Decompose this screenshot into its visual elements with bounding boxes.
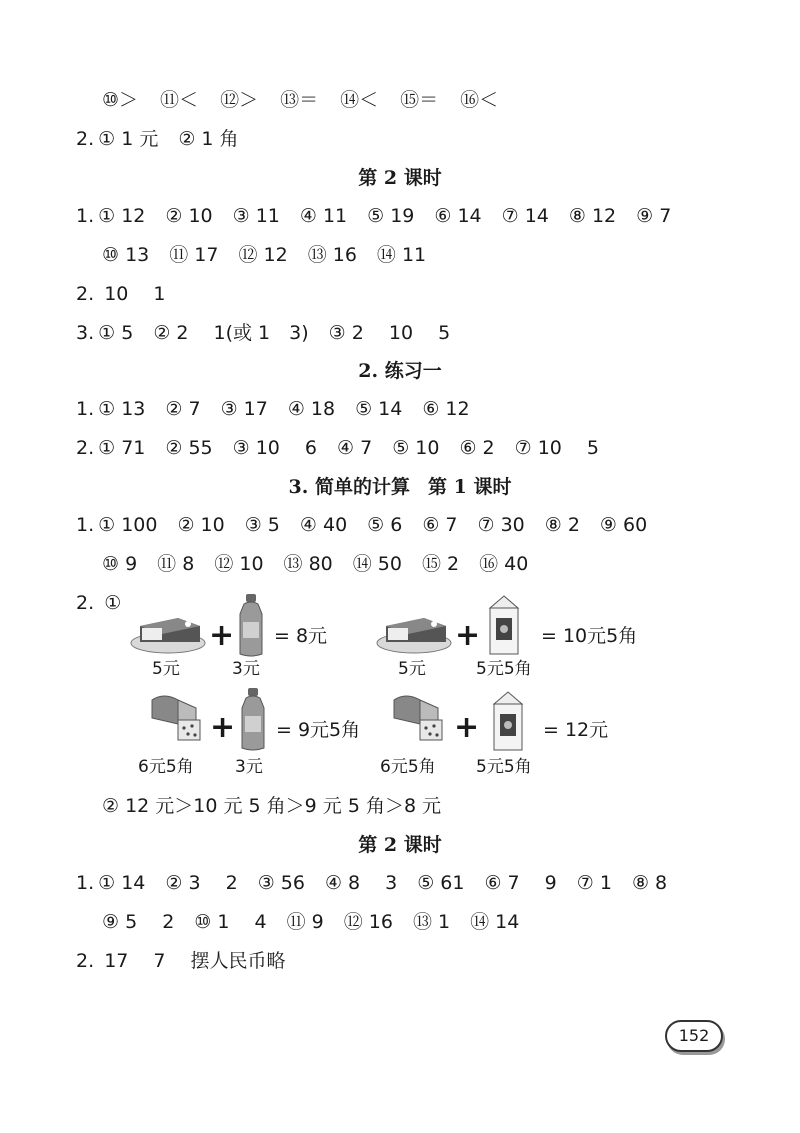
price-label: 3元 xyxy=(232,659,260,679)
cake-icon xyxy=(130,612,206,654)
answer-item: ① 5 xyxy=(98,322,134,344)
answer-item: ⑦ 10 5 xyxy=(514,437,600,459)
question-number: 3. xyxy=(76,322,95,344)
answer-text: 10 1 xyxy=(104,283,166,305)
answer-item: ② 3 2 xyxy=(165,872,238,894)
answer-item: ⑮ 2 xyxy=(421,553,460,575)
plus-sign: + xyxy=(210,710,236,745)
question-number: 2. xyxy=(76,950,95,972)
answer-item: ① 71 xyxy=(98,437,146,459)
answer-item: ⑥ 2 xyxy=(459,437,495,459)
answer-line-calc-1-part2 xyxy=(102,548,548,580)
question-number: 2. xyxy=(76,437,95,459)
answer-item: ⑨ 60 xyxy=(599,514,648,536)
answer-text: 17 7 摆人民币略 xyxy=(104,950,286,972)
answer-item: ⑪ 9 xyxy=(286,911,324,933)
plus-sign: + xyxy=(209,618,235,653)
answer-item: ⑦ 14 xyxy=(501,205,549,227)
answer-item: ⑤ 6 xyxy=(367,514,403,536)
answer-item: ③ 17 xyxy=(220,398,268,420)
heading-part: 3. 简单的计算 xyxy=(288,476,410,498)
answer-item: ⑫ 16 xyxy=(343,911,393,933)
answer-item: ⑮＝ xyxy=(400,89,439,111)
answer-item: ③ 56 xyxy=(257,872,305,894)
price-label: 6元5角 xyxy=(380,757,436,777)
answer-line-calc-1-part1 xyxy=(76,509,667,541)
section-heading-lesson-2: 第 2 课时 xyxy=(358,167,442,189)
answer-item: ⑪ 8 xyxy=(157,553,195,575)
sum-result: = 12元 xyxy=(543,719,609,741)
question-number: 1. xyxy=(76,872,95,894)
answer-item: ⑩ 1 4 xyxy=(194,911,267,933)
answer-item: ⑭ 11 xyxy=(376,244,427,266)
answer-item: ⑭ 14 xyxy=(470,911,520,933)
answer-item: ⑬ 80 xyxy=(283,553,333,575)
answer-line-1-part1 xyxy=(76,200,691,232)
answer-line-practice-1 xyxy=(76,393,490,425)
answer-item: ⑤ 10 xyxy=(392,437,440,459)
answer-item: ③ 10 6 xyxy=(232,437,318,459)
answer-item: ① 12 xyxy=(98,205,146,227)
bottle-icon xyxy=(238,686,268,752)
question-number: 2. xyxy=(76,592,95,614)
question-number: 2. xyxy=(76,128,95,150)
milk-carton-icon xyxy=(486,594,522,656)
answer-item: ⑬ 16 xyxy=(307,244,357,266)
answer-item: ④ 7 xyxy=(337,437,373,459)
answer-item: ④ 18 xyxy=(287,398,336,420)
answer-item: ⑪ 17 xyxy=(169,244,219,266)
heading-part: 第 1 课时 xyxy=(428,476,512,498)
answer-line-ordering: ② 12 元＞10 元 5 角＞9 元 5 角＞8 元 xyxy=(102,795,442,817)
plus-sign: + xyxy=(454,710,480,745)
sum-result: = 8元 xyxy=(274,625,328,647)
answer-item: ⑫＞ xyxy=(220,89,259,111)
answer-item: ② 55 xyxy=(165,437,213,459)
answer-line-3 xyxy=(76,317,470,349)
plus-sign: + xyxy=(455,618,481,653)
price-label: 5元 xyxy=(152,659,180,679)
answer-item: ⑤ 14 xyxy=(355,398,403,420)
answer-line-lesson2-1-part2 xyxy=(102,906,539,938)
answer-line-calc-2 xyxy=(76,587,121,619)
answer-item: ② 7 xyxy=(165,398,201,420)
answer-item: ④ 40 xyxy=(299,514,348,536)
answer-item: ⑭ 50 xyxy=(352,553,402,575)
answer-item: ⑯ 40 xyxy=(479,553,529,575)
price-label: 3元 xyxy=(235,757,263,777)
section-heading-simple-calc xyxy=(0,471,800,503)
price-label: 5元5角 xyxy=(476,659,532,679)
answer-line-lesson2-1-part1 xyxy=(76,867,687,899)
answer-item: ⑩＞ xyxy=(102,89,139,111)
milk-carton-icon xyxy=(490,690,526,752)
answer-item: ⑬ 1 xyxy=(412,911,451,933)
answer-item: ⑥ 14 xyxy=(434,205,482,227)
question-number: 1. xyxy=(76,514,95,536)
answer-item: ① 1 元 xyxy=(98,128,159,150)
answer-item: ⑧ 8 xyxy=(631,872,668,894)
answer-item: ② 10 xyxy=(177,514,225,536)
question-number: 2. xyxy=(76,283,95,305)
answer-item: ② 10 xyxy=(165,205,213,227)
question-number: 1. xyxy=(76,205,95,227)
sum-result: = 9元5角 xyxy=(276,719,361,741)
answer-item: ⑤ 61 xyxy=(417,872,465,894)
answer-item: ⑫ 10 xyxy=(214,553,264,575)
answer-item: ⑩ 13 xyxy=(102,244,150,266)
answer-item: ⑩ 9 xyxy=(102,553,138,575)
answer-item: ⑦ 30 xyxy=(477,514,525,536)
answer-line-lesson2-2 xyxy=(76,945,286,977)
answer-item: ⑥ 7 9 xyxy=(484,872,557,894)
sum-result: = 10元5角 xyxy=(541,625,638,647)
answer-item: ⑫ 12 xyxy=(238,244,288,266)
answer-line-practice-2 xyxy=(76,432,619,464)
section-heading-lesson-2b: 第 2 课时 xyxy=(358,834,442,856)
answer-item: ⑤ 19 xyxy=(367,205,415,227)
bread-icon xyxy=(148,690,204,744)
answer-line-q2-money xyxy=(76,123,259,155)
answer-line-comparisons xyxy=(102,84,520,116)
answer-item: ⑧ 12 xyxy=(568,205,617,227)
answer-item: ② 2 1(或 1 3) xyxy=(153,322,309,344)
answer-item: ⑧ 2 xyxy=(544,514,580,536)
answer-item: ④ 11 xyxy=(299,205,348,227)
answer-item: ④ 8 3 xyxy=(324,872,398,894)
answer-item: ③ 5 xyxy=(244,514,280,536)
answer-item: ① 100 xyxy=(98,514,158,536)
answer-item: ① 14 xyxy=(98,872,146,894)
answer-item: ③ 2 10 5 xyxy=(328,322,451,344)
answer-item: ⑪＜ xyxy=(160,89,199,111)
price-label: 5元 xyxy=(398,659,426,679)
answer-line-2 xyxy=(76,278,166,310)
answer-item: ⑨ 7 xyxy=(636,205,672,227)
answer-item: ⑦ 1 xyxy=(576,872,612,894)
price-label: 6元5角 xyxy=(138,757,194,777)
section-heading-practice-1: 2. 练习一 xyxy=(358,360,442,382)
sub-marker: ① xyxy=(104,592,122,614)
bottle-icon xyxy=(236,592,266,658)
answer-item: ⑭＜ xyxy=(340,89,379,111)
answer-item: ⑥ 12 xyxy=(422,398,470,420)
answer-item: ⑨ 5 2 xyxy=(102,911,175,933)
cake-icon xyxy=(376,612,452,654)
price-label: 5元5角 xyxy=(476,757,532,777)
answer-item: ⑬＝ xyxy=(280,89,319,111)
answer-item: ⑯＜ xyxy=(460,89,499,111)
bread-icon xyxy=(390,690,446,744)
answer-item: ① 13 xyxy=(98,398,146,420)
page-number: 152 xyxy=(665,1020,723,1052)
answer-item: ② 1 角 xyxy=(178,128,239,150)
answer-line-1-part2 xyxy=(102,239,446,271)
question-number: 1. xyxy=(76,398,95,420)
answer-item: ③ 11 xyxy=(232,205,280,227)
answer-item: ⑥ 7 xyxy=(422,514,458,536)
